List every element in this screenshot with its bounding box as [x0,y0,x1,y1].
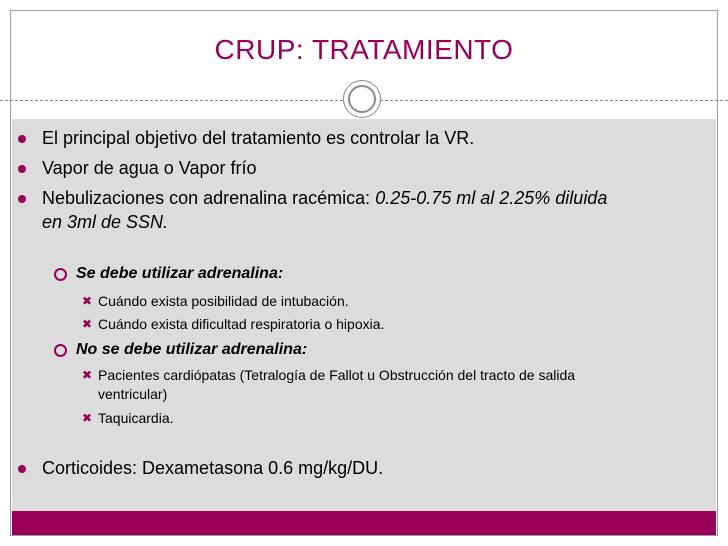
bullet-text [42,187,607,209]
inner-ring-icon [348,85,376,113]
bullet-text: El principal objetivo del tratamiento es controlar la VR. [42,128,475,148]
x-bullet-icon: ✖ [82,411,93,425]
bullet-dot-icon [18,195,26,203]
bullet-text-italic: 0.25-0.75 ml al 2.25% diluida [375,188,608,208]
sub-item-text: Taquicardia. [98,410,174,426]
sub-item-text: Cuándo exista posibilidad de intubación. [98,293,349,309]
circle-ornament-icon [343,80,381,118]
sub-item-text-continued: ventricular) [98,386,168,402]
bullet-dot-icon [18,135,26,143]
slide-title: CRUP: TRATAMIENTO [214,34,514,65]
bullet-text-main: Nebulizaciones con adrenalina racémica: [42,188,376,208]
x-bullet-icon: ✖ [82,368,93,382]
bullet-text: Vapor de agua o Vapor frío [42,158,257,178]
bullet-dot-icon [18,165,26,173]
bullet-dot-icon [18,465,26,473]
footer-bar [12,511,716,535]
bullet-text: Corticoides: Dexametasona 0.6 mg/kg/DU. [42,458,384,478]
subheading-label: Se debe utilizar adrenalina: [76,265,284,282]
sub-item-text: Pacientes cardiópatas (Tetralogía de Fallot u Obstrucción del tracto de salida [98,367,576,383]
subheading-label: No se debe utilizar adrenalina: [76,341,308,358]
x-bullet-icon: ✖ [82,294,93,308]
bullet-text-italic-2: en 3ml de SSN. [42,212,169,232]
ring-bullet-icon [54,344,67,357]
sub-item-text: Cuándo exista dificultad respiratoria o hipoxia. [98,316,385,332]
x-bullet-icon: ✖ [82,317,93,331]
ring-bullet-icon [54,268,67,281]
bullet-text-continued [42,211,168,233]
